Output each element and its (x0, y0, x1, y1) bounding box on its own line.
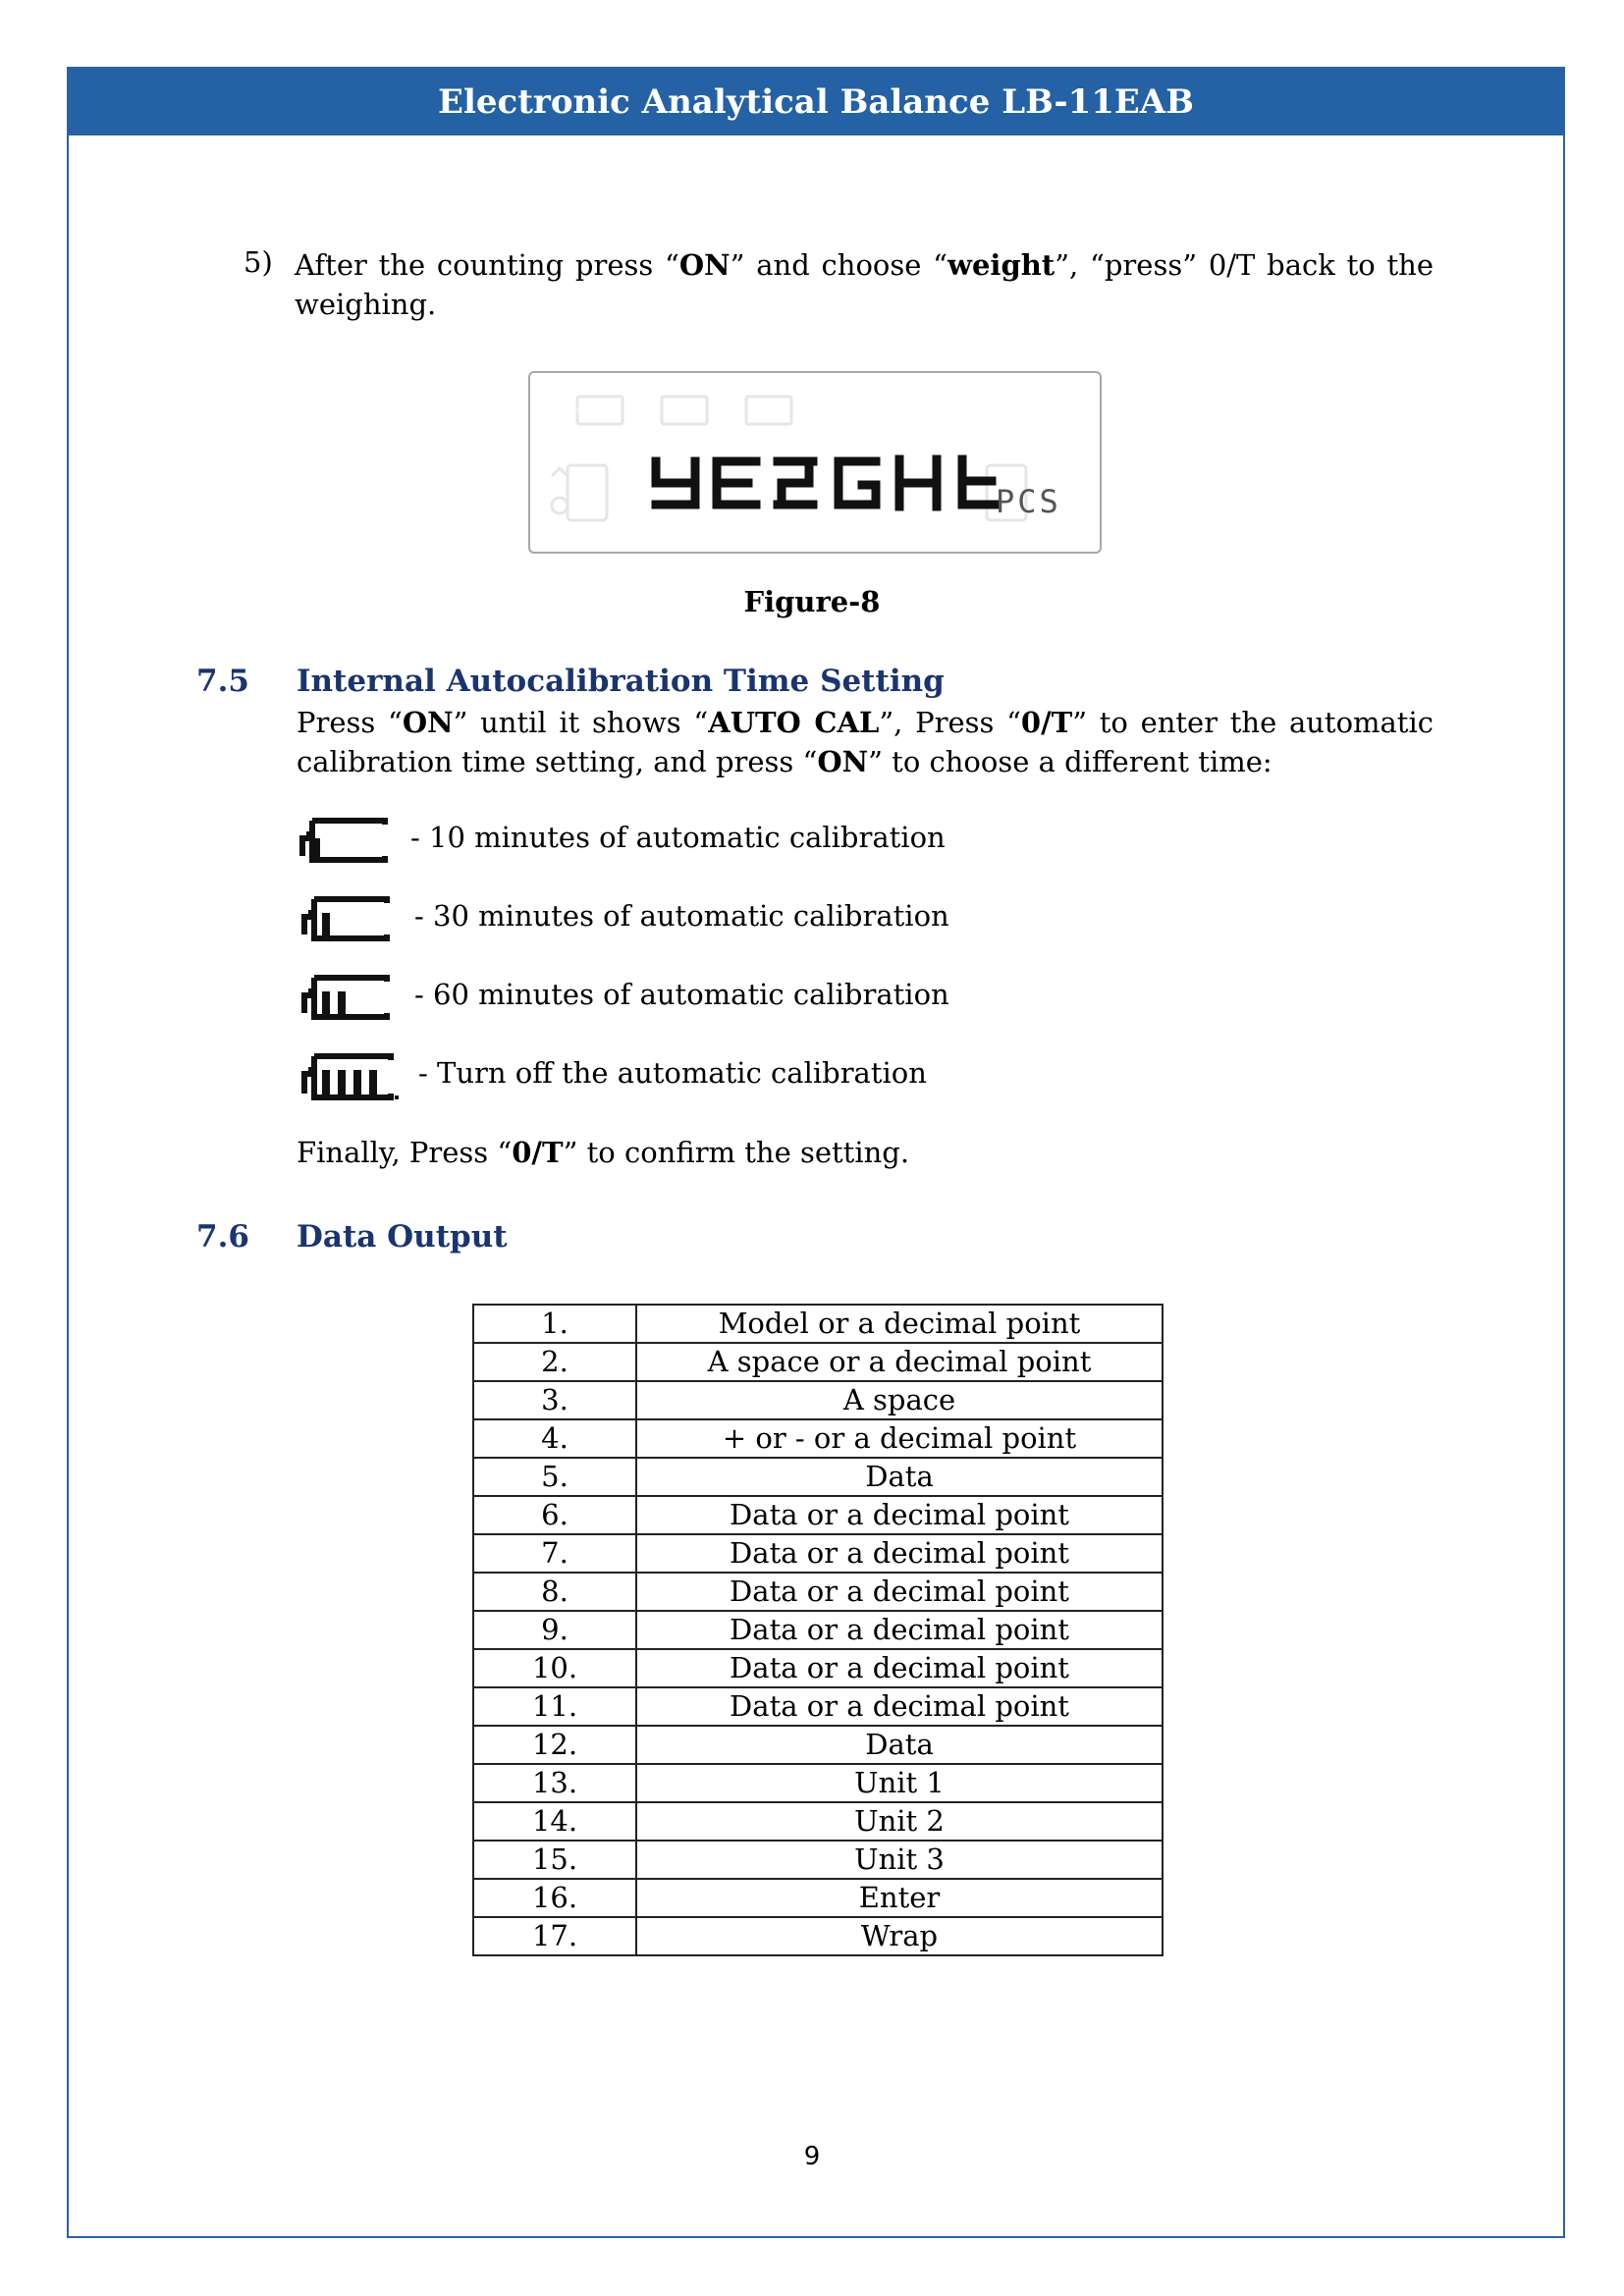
page-number: 9 (803, 2142, 821, 2171)
row-number: 11. (473, 1687, 636, 1726)
row-description: Unit 1 (636, 1764, 1163, 1802)
row-description: A space (636, 1381, 1163, 1419)
section-7-5-body: Press “ON” until it shows “AUTO CAL”, Press “0/T” to enter the automatic calibration time setting, and press “ON” to choose a different time: (297, 706, 1434, 778)
row-number: 15. (473, 1841, 636, 1879)
step-5-text: After the counting press “ON” and choose “weight”, “press” 0/T back to the weighing. (295, 248, 1434, 321)
row-description: Data (636, 1458, 1163, 1496)
lcd-unit-label: PCS (996, 483, 1061, 520)
section-title: Data Output (297, 1219, 508, 1255)
row-description: Data or a decimal point (636, 1611, 1163, 1649)
row-number: 14. (473, 1802, 636, 1841)
row-description: A space or a decimal point (636, 1343, 1163, 1381)
table-row (473, 1343, 1163, 1381)
section-number: 7.5 (196, 664, 249, 699)
table-row (473, 1841, 1163, 1879)
table-row (473, 1534, 1163, 1573)
row-description: + or - or a decimal point (636, 1419, 1163, 1458)
section-number: 7.6 (196, 1219, 249, 1255)
auto-cal-label: AUTO CAL (708, 706, 880, 739)
row-number: 16. (473, 1879, 636, 1917)
row-description: Unit 3 (636, 1841, 1163, 1879)
document-header: Electronic Analytical Balance LB-11EAB (69, 69, 1563, 135)
row-description: Unit 2 (636, 1802, 1163, 1841)
row-number: 9. (473, 1611, 636, 1649)
table-row (473, 1764, 1163, 1802)
row-description: Data or a decimal point (636, 1687, 1163, 1726)
row-description: Data or a decimal point (636, 1496, 1163, 1534)
table-row (473, 1879, 1163, 1917)
weight-option-label: weight (947, 248, 1056, 282)
table-row (473, 1649, 1163, 1687)
table-row (473, 1573, 1163, 1611)
lcd-display-graphic (530, 373, 1100, 552)
battery-3-bars-icon (297, 1048, 401, 1105)
row-description: Data or a decimal point (636, 1649, 1163, 1687)
table-row (473, 1687, 1163, 1726)
step-number: 5) (244, 245, 273, 279)
lcd-display-figure (528, 371, 1102, 554)
table-row (473, 1611, 1163, 1649)
table-row (473, 1458, 1163, 1496)
data-output-table (472, 1304, 1164, 1956)
lcd-segment-digits (656, 459, 996, 507)
row-number: 17. (473, 1917, 636, 1955)
table-row (473, 1802, 1163, 1841)
table-row (473, 1419, 1163, 1458)
row-description: Data or a decimal point (636, 1573, 1163, 1611)
row-number: 7. (473, 1534, 636, 1573)
row-number: 3. (473, 1381, 636, 1419)
row-description: Wrap (636, 1917, 1163, 1955)
final-instruction: Finally, Press “0/T” to confirm the setting. (297, 1136, 910, 1169)
row-number: 2. (473, 1343, 636, 1381)
row-number: 13. (473, 1764, 636, 1802)
row-number: 12. (473, 1726, 636, 1764)
row-number: 10. (473, 1649, 636, 1687)
battery-2-bars-icon (297, 970, 395, 1025)
table-row (473, 1381, 1163, 1419)
row-description: Model or a decimal point (636, 1305, 1163, 1343)
row-description: Data (636, 1726, 1163, 1764)
row-number: 6. (473, 1496, 636, 1534)
row-number: 8. (473, 1573, 636, 1611)
table-row (473, 1917, 1163, 1955)
row-number: 4. (473, 1419, 636, 1458)
figure-caption: Figure-8 (743, 585, 881, 618)
battery-0-bars-icon (297, 813, 391, 868)
row-description: Data or a decimal point (636, 1534, 1163, 1573)
battery-1-bar-icon (297, 891, 395, 946)
table-row (473, 1496, 1163, 1534)
lcd-main-text: YEIGHt (569, 408, 584, 413)
row-description: Enter (636, 1879, 1163, 1917)
section-title: Internal Autocalibration Time Setting (297, 664, 945, 699)
table-row (473, 1305, 1163, 1343)
on-key-label: ON (678, 248, 731, 282)
table-row (473, 1726, 1163, 1764)
row-number: 1. (473, 1305, 636, 1343)
row-number: 5. (473, 1458, 636, 1496)
